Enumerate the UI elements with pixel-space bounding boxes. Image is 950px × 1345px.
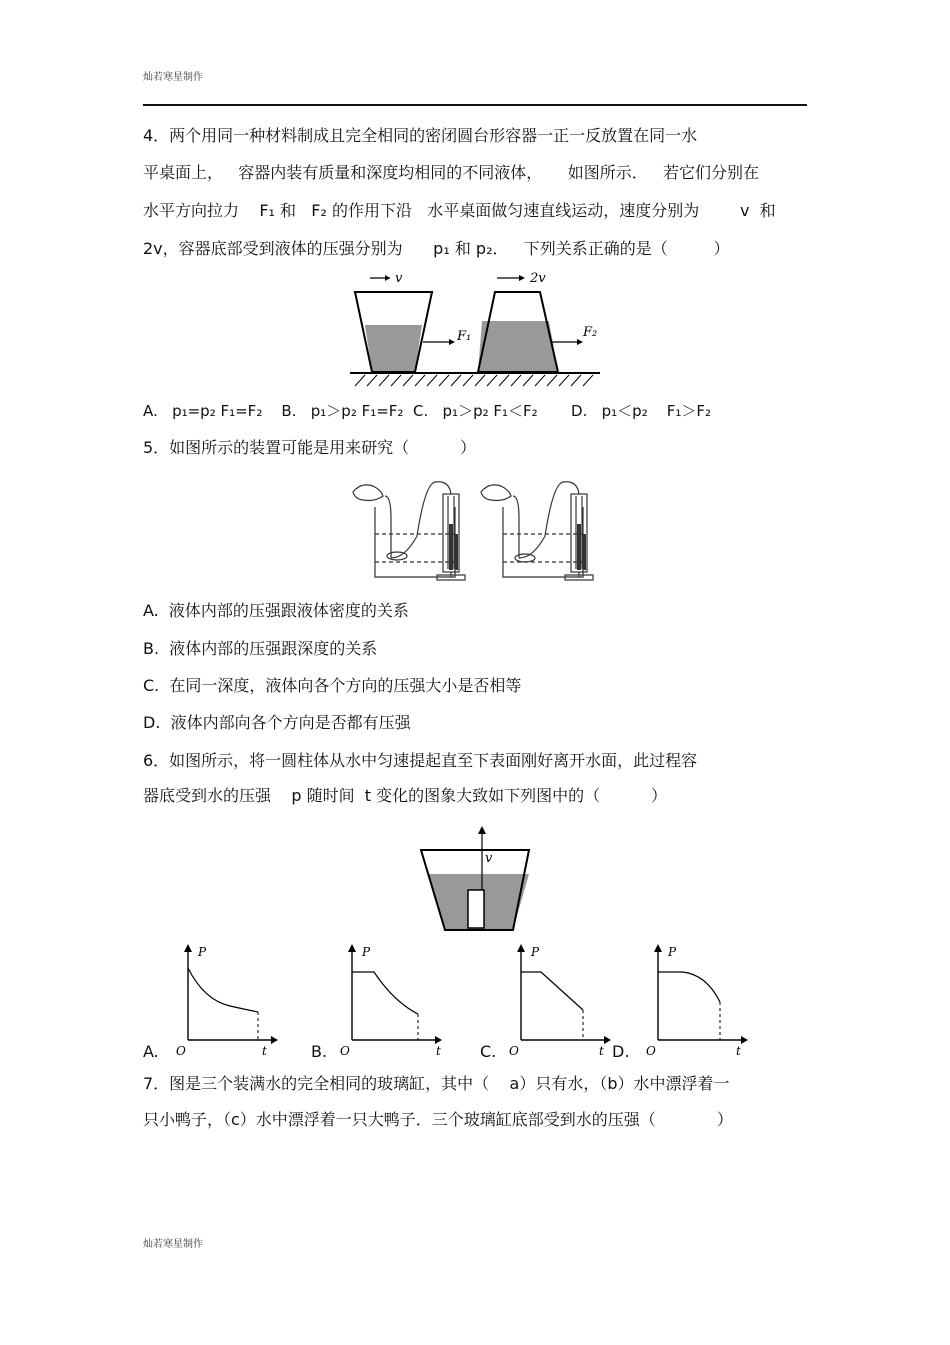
q7-line-1: 7．图是三个装满水的完全相同的玻璃缸，其中（ a）只有水，（b）水中漂浮着一 xyxy=(143,1074,730,1093)
q6-figure xyxy=(415,826,535,932)
graph-d-p: P xyxy=(668,945,677,959)
graph-c-p: P xyxy=(531,945,540,959)
q4-line-3: 水平方向拉力 F₁ 和 F₂ 的作用下沿 水平桌面做匀速直线运动，速度分别为 v 和 xyxy=(143,201,776,220)
graph-d-t: t xyxy=(736,1044,741,1058)
header-rule xyxy=(143,104,807,106)
q4-f2-label: F₂ xyxy=(583,325,598,340)
graph-b-t: t xyxy=(436,1044,441,1058)
graph-a-o: O xyxy=(176,1044,186,1058)
graph-d-label: D. xyxy=(612,1042,630,1061)
graph-d xyxy=(640,942,750,1060)
q5-option-c: C. 在同一深度，液体向各个方向的压强大小是否相等 xyxy=(143,676,522,695)
graph-a-p: P xyxy=(198,945,207,959)
graph-c-label: C. xyxy=(480,1042,497,1061)
graph-c xyxy=(503,942,613,1060)
graph-b-p: P xyxy=(362,945,371,959)
q7-line-2: 只小鸭子，（c）水中漂浮着一只大鸭子．三个玻璃缸底部受到水的压强（ ） xyxy=(143,1110,733,1129)
q4-f1-label: F₁ xyxy=(457,329,472,344)
page-footer: 灿若寒星制作 xyxy=(143,1239,203,1250)
graph-c-o: O xyxy=(509,1044,519,1058)
q4-options: A. p₁=p₂ F₁=F₂ B. p₁＞p₂ F₁=F₂ C. p₁＞p₂ F₁＜F₂ D. p₁＜p₂ F₁＞F₂ xyxy=(143,402,712,420)
q5-option-a: A. 液体内部的压强跟液体密度的关系 xyxy=(143,601,409,620)
q4-v2-label: 2v xyxy=(530,271,546,286)
q4-line-4: 2v，容器底部受到液体的压强分别为 p₁ 和 p₂． 下列关系正确的是（ ） xyxy=(143,239,730,258)
graph-b-o: O xyxy=(340,1044,350,1058)
q5-option-d: D. 液体内部向各个方向是否都有压强 xyxy=(143,713,411,732)
graph-a xyxy=(170,942,280,1060)
graph-d-o: O xyxy=(646,1044,656,1058)
q5-option-b: B. 液体内部的压强跟深度的关系 xyxy=(143,639,378,658)
graph-a-label: A. xyxy=(143,1042,159,1061)
q4-v1-label: v xyxy=(395,271,403,286)
q4-line-1: 4．两个用同一种材料制成且完全相同的密闭圆台形容器一正一反放置在同一水 xyxy=(143,126,698,145)
q4-line-2: 平桌面上， 容器内装有质量和深度均相同的不同液体， 如图所示． 若它们分别在 xyxy=(143,163,759,182)
q6-v-label: v xyxy=(485,851,493,866)
q5-figure xyxy=(345,474,605,582)
q4-figure xyxy=(345,268,605,390)
graph-b xyxy=(334,942,444,1060)
graph-a-t: t xyxy=(262,1044,267,1058)
graph-b-label: B. xyxy=(311,1042,328,1061)
page-header: 灿若寒星制作 xyxy=(143,72,203,83)
graph-c-t: t xyxy=(599,1044,604,1058)
q6-line-2: 器底受到水的压强 p 随时间 t 变化的图象大致如下列图中的（ ） xyxy=(143,786,667,805)
q6-line-1: 6．如图所示，将一圆柱体从水中匀速提起直至下表面刚好离开水面，此过程容 xyxy=(143,751,698,770)
q5-stem: 5．如图所示的装置可能是用来研究（ ） xyxy=(143,438,477,457)
